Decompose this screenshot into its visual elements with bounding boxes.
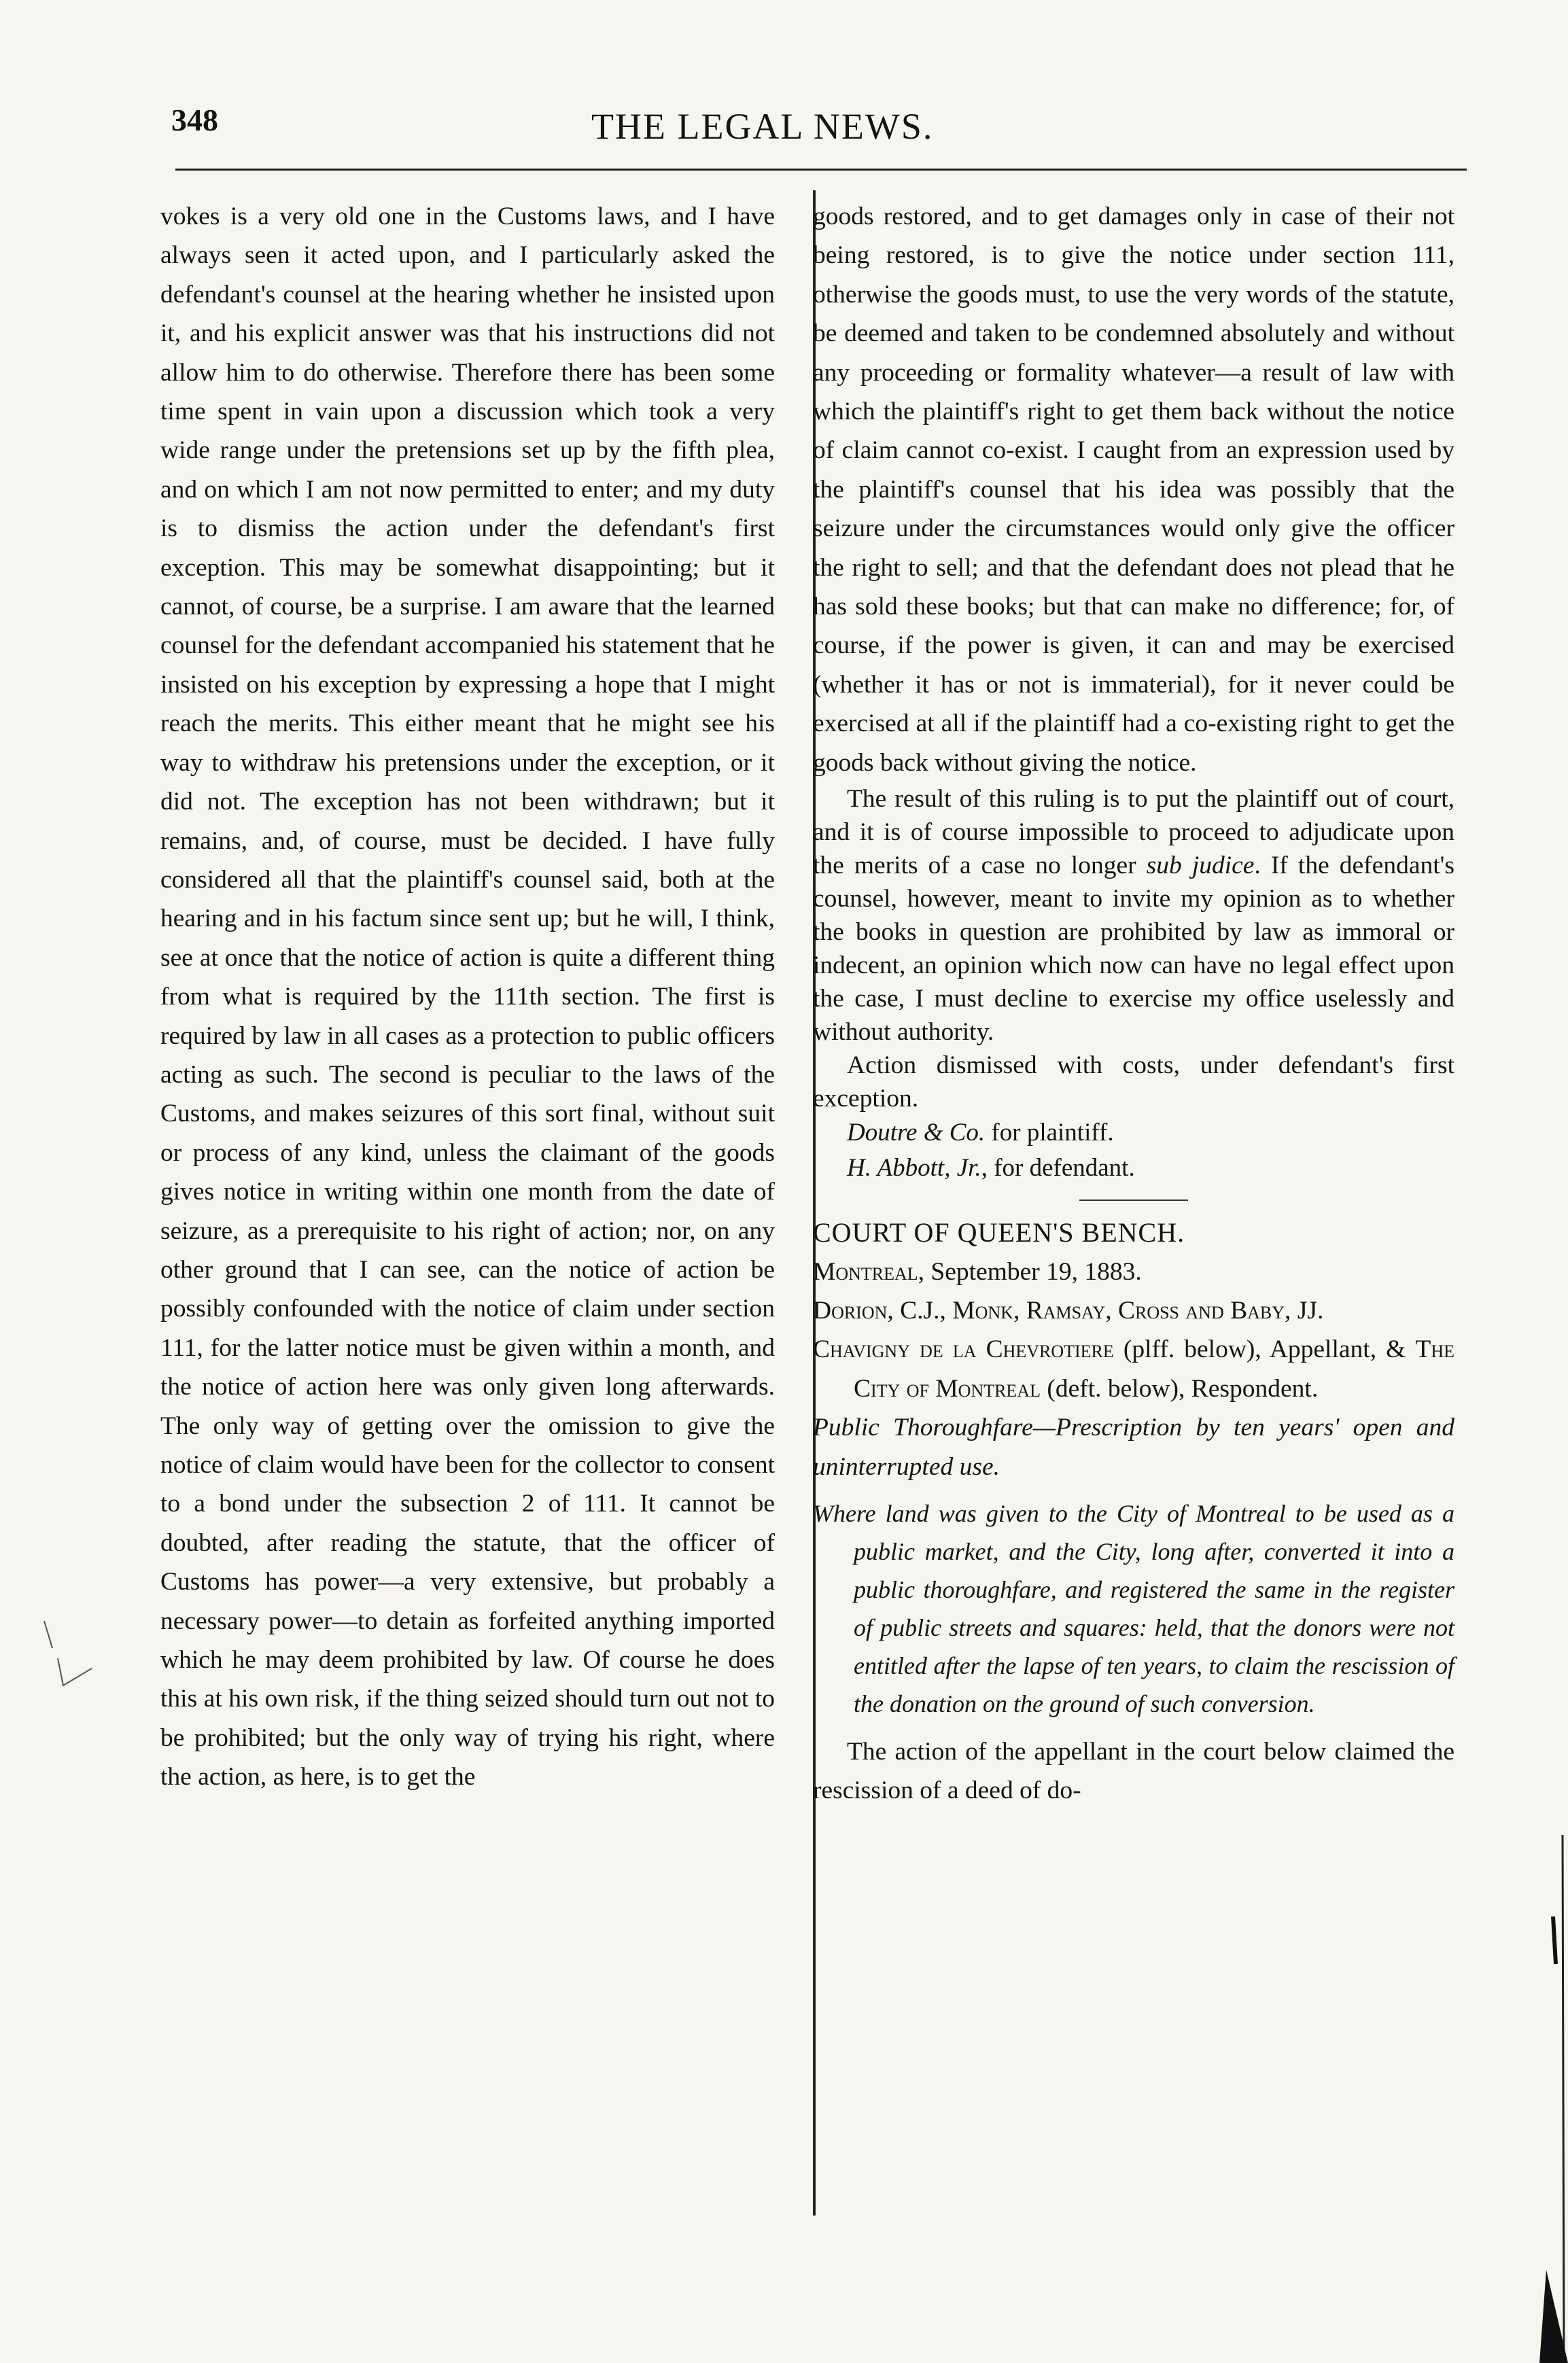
right-paragraph-2 [813, 782, 1454, 1049]
right-column [813, 197, 1454, 1810]
court-heading: COURT OF QUEEN'S BENCH. [813, 1217, 1185, 1248]
counsel-plaintiff [813, 1115, 1454, 1151]
margin-pencil-marks [37, 1617, 99, 1699]
respondent-role: (deft. below), Respondent. [1040, 1374, 1319, 1403]
right-paragraph-final: The action of the appellant in the court below claimed the rescission of a deed of do- [813, 1737, 1454, 1805]
date-place: Montreal, [813, 1257, 925, 1286]
counsel-defendant [813, 1151, 1454, 1186]
ruling-text-b: . If the defendant's counsel, however, meant to invite my opinion as to whether the books in question are prohibited by law as immoral or indecent, an opinion which now can have no legal effect upon the case, I must decline to exercise my office uselessly and without authority. [813, 852, 1454, 1047]
running-head: THE LEGAL NEWS. [591, 106, 934, 147]
page-edge-shadow [1539, 1835, 1568, 2363]
left-column [160, 197, 775, 1797]
subject-line: Public Thoroughfare—Prescription by ten years' open and uninterrupted use. [813, 1414, 1454, 1481]
sub-judice: sub judice [1146, 852, 1255, 880]
appellant-role: (plff. below), Appellant, & [1113, 1335, 1416, 1364]
counsel-plaintiff-role: for plaintiff. [985, 1119, 1114, 1147]
respondent-name: The City of Montreal [854, 1335, 1454, 1403]
counsel-plaintiff-name: Doutre & Co. [847, 1119, 986, 1147]
left-paragraph: vokes is a very old one in the Customs laws, and I have always seen it acted upon, and I particularly asked the defendant's counsel at the hearing whether he insisted upon it, and his explicit answer was that his instructions did not allow him to do otherwise. Therefore there has been some time spent in vain upon a discussion which took a very wide range under the pretensions set up by the fifth plea, and on which I am not now permitted to enter; and my duty is to dismiss the action under the defendant's first exception. This may be somewhat disappointing; but it cannot, of course, be a surprise. I am aware that the learned counsel for the defendant accompanied his statement that he insisted on his exception by expressing a hope that I might reach the merits. This either meant that he might see his way to withdraw his pretensions under the exception, or it did not. The exception has not been withdrawn; but it remains, and, of course, must be decided. I have fully considered all that the plaintiff's counsel said, both at the hearing and in his factum since sent up; but he will, I think, see at once that the notice of action is quite a different thing from what is required by the 111th section. The first is required by law in all cases as a protection to public officers acting as such. The second is peculiar to the laws of the Customs, and makes seizures of this sort final, without suit or process of any kind, unless the claimant of the goods gives notice in writing within one month from the date of seizure, as a prerequisite to his right of action; nor, on any other ground that I can see, can the notice of action be possibly confounded with the notice of claim under section 111, for the latter notice must be given within a month, and the notice of action here was only given long afterwards. The only way of getting over the omission to give the notice of claim would have been for the collector to consent to a bond under the subsection 2 of 111. It cannot be doubted, after reading the statute, that the officer of Customs has power—a very extensive, but probably a necessary power—to detain as forfeited anything imported which he may deem prohibited by law. Of course he does this at his own risk, if the thing seized should turn out not to be prohibited; but the only way of trying his right, where the action, as here, is to get the [160, 203, 775, 1791]
date-text: September 19, 1883. [924, 1257, 1142, 1286]
judges-line: Dorion, C.J., Monk, Ramsay, Cross and Baby, JJ. [813, 1296, 1324, 1325]
right-paragraph-1: goods restored, and to get damages only in case of their not being restored, is to give the notice under section 111, otherwise the goods must, to use the very words of the statute, be deemed and taken to be condemned absolutely and without any proceeding or formality whatever—a result of law with which the plaintiff's right to get them back without the notice of claim cannot co-exist. I caught from an expression used by the plaintiff's counsel that his idea was possibly that the seizure under the circumstances would only give the officer the right to sell; and that the defendant does not plead that he has sold these books; but that can make no difference; for, of course, if the power is given, it can and may be exercised (whether it has or not is immaterial), for it never could be exercised at all if the plaintiff had a co-existing right to get the goods back without giving the notice. [813, 203, 1454, 777]
counsel-defendant-name: H. Abbott, Jr. [847, 1154, 981, 1183]
judgment-line: Action dismissed with costs, under defendant's first exception. [813, 1051, 1454, 1113]
ruling-text-a: The result of this ruling is to put the plaintiff out of court, and it is of course impossible to proceed to adjudicate upon the merits of a case no longer [813, 785, 1454, 880]
section-rule [1079, 1200, 1188, 1201]
page-number: 348 [171, 103, 218, 137]
header-rule [175, 169, 1467, 171]
date-line [813, 1253, 1454, 1291]
headnote-held: Where land was given to the City of Montreal to be used as a public market, and the City, long after, converted it into a public thoroughfare, and registered the same in the register of public streets and squares: held, that the donors were not entitled after the lapse of ten years, to claim the rescission of the donation on the ground of such conversion. [813, 1499, 1454, 1717]
parties-line [813, 1330, 1454, 1408]
counsel-defendant-role: , for defendant. [981, 1154, 1135, 1183]
appellant-name: Chavigny de la Chevrotiere [813, 1335, 1114, 1364]
